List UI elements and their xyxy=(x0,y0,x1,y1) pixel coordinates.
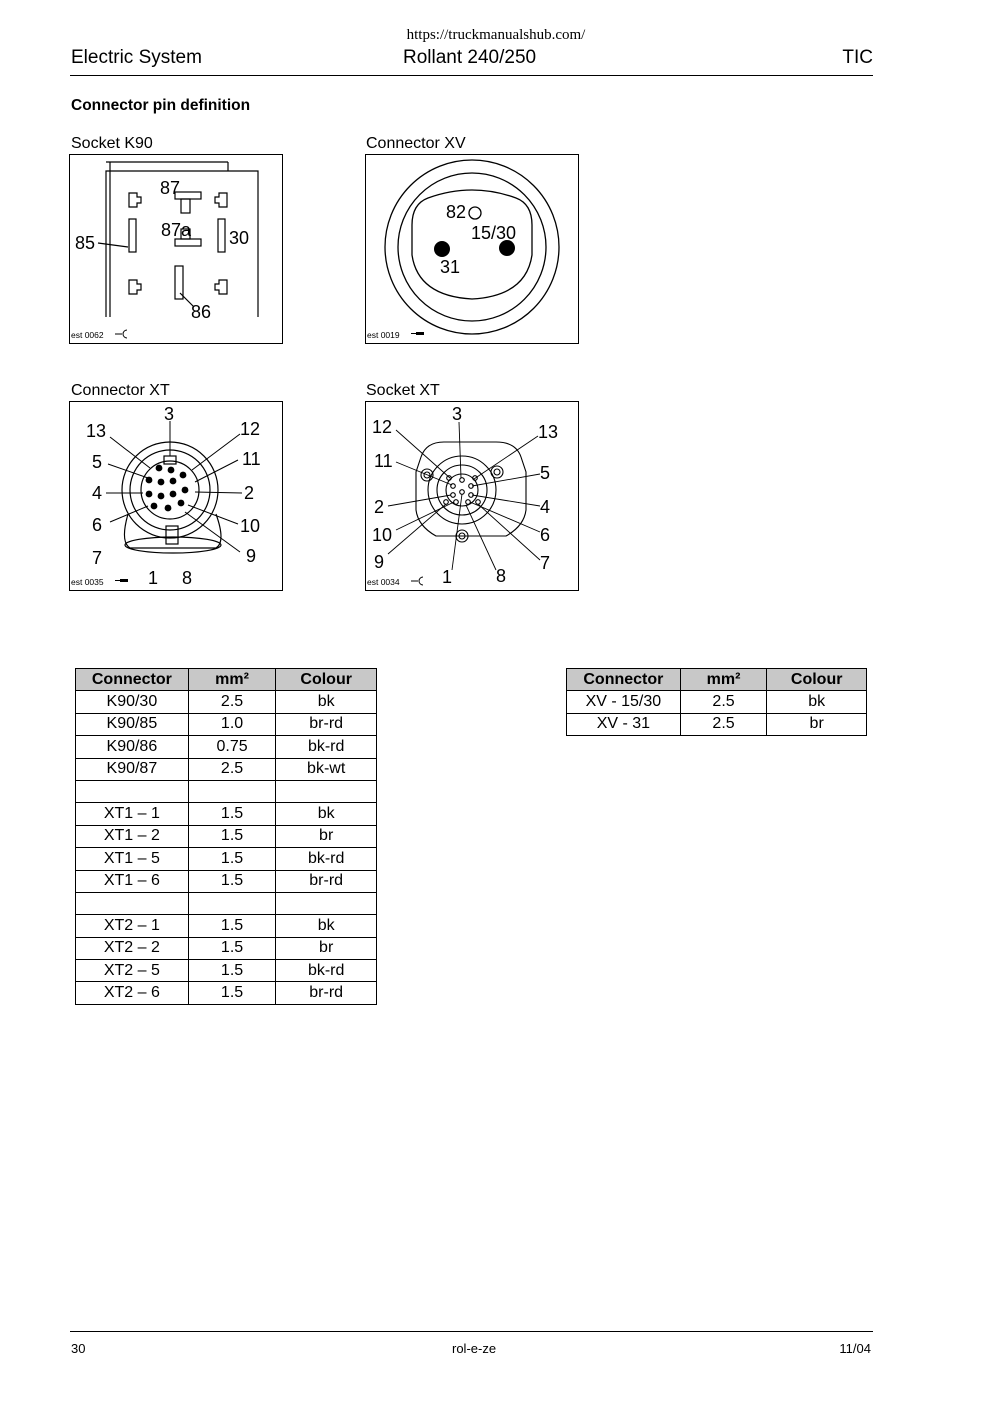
cell-colour xyxy=(276,892,377,914)
cell-mm2: 1.5 xyxy=(188,982,276,1004)
cell-colour: bk-rd xyxy=(276,848,377,870)
cell-mm2: 1.5 xyxy=(188,960,276,982)
cell-colour: bk-rd xyxy=(276,736,377,758)
cell-colour: bk-wt xyxy=(276,758,377,780)
cell-mm2: 2.5 xyxy=(188,758,276,780)
cell-connector: XT2 – 2 xyxy=(76,937,189,959)
connector-xv-diagram xyxy=(365,154,579,344)
filled-bar-mark-icon xyxy=(120,579,128,582)
table-row xyxy=(76,691,377,713)
header-section-code: TIC xyxy=(842,47,873,68)
table-row xyxy=(76,870,377,892)
footer-page-number: 30 xyxy=(71,1341,86,1356)
table-row xyxy=(567,713,867,735)
xt-socket-label-11: 11 xyxy=(374,451,393,471)
table-row xyxy=(76,736,377,758)
xt-socket-label-10: 10 xyxy=(372,525,393,545)
cell-mm2: 1.5 xyxy=(188,803,276,825)
k90-label-87a: 87a xyxy=(161,220,192,240)
cell-mm2: 1.5 xyxy=(188,848,276,870)
xt-connector-figure-code: est 0035 xyxy=(71,577,104,587)
xv-label-15-30: 15/30 xyxy=(471,223,517,243)
table-header-row xyxy=(76,669,377,691)
socket-xt-diagram xyxy=(365,401,579,591)
cell-connector: XT2 – 5 xyxy=(76,960,189,982)
table-row xyxy=(76,960,377,982)
table-row-blank xyxy=(76,892,377,914)
connector-xt-diagram xyxy=(69,401,283,591)
cell-connector: XT1 – 1 xyxy=(76,803,189,825)
xt-connector-label-8: 8 xyxy=(182,568,193,588)
cell-colour: br-rd xyxy=(276,713,377,735)
caption-socket-xt: Socket XT xyxy=(366,382,440,399)
footer-rule xyxy=(70,1331,873,1332)
col-header-mm2: mm² xyxy=(188,669,276,691)
xt-connector-label-4: 4 xyxy=(92,483,103,503)
footer-date: 11/04 xyxy=(839,1341,871,1356)
cell-mm2: 2.5 xyxy=(188,691,276,713)
half-circle-mark-icon xyxy=(115,330,127,338)
pin-table-k90-xt xyxy=(75,668,377,1005)
xt-connector-label-5: 5 xyxy=(92,452,103,472)
table-row xyxy=(76,937,377,959)
col-header-mm2: mm² xyxy=(680,669,767,691)
col-header-colour: Colour xyxy=(276,669,377,691)
cell-mm2: 2.5 xyxy=(680,691,767,713)
source-url[interactable]: https://truckmanualshub.com/ xyxy=(406,27,586,43)
cell-mm2: 1.5 xyxy=(188,825,276,847)
xt-socket-label-8: 8 xyxy=(496,566,507,586)
k90-label-86: 86 xyxy=(191,302,212,322)
xt-connector-label-3: 3 xyxy=(164,404,175,424)
xt-socket-label-6: 6 xyxy=(540,525,551,545)
cell-connector xyxy=(76,892,189,914)
cell-mm2: 0.75 xyxy=(188,736,276,758)
table-row xyxy=(76,982,377,1004)
cell-colour: br-rd xyxy=(276,870,377,892)
cell-connector: XT2 – 6 xyxy=(76,982,189,1004)
xt-connector-label-9: 9 xyxy=(246,546,257,566)
xt-connector-label-2: 2 xyxy=(244,483,255,503)
cell-colour: bk-rd xyxy=(276,960,377,982)
col-header-connector: Connector xyxy=(76,669,189,691)
xt-connector-label-7: 7 xyxy=(92,548,103,568)
cell-connector: XT1 – 6 xyxy=(76,870,189,892)
xt-socket-label-2: 2 xyxy=(374,497,385,517)
cell-colour xyxy=(276,780,377,802)
xt-socket-label-7: 7 xyxy=(540,553,551,573)
filled-bar-mark-icon xyxy=(416,332,424,335)
xt-socket-label-12: 12 xyxy=(372,417,393,437)
cell-connector: K90/86 xyxy=(76,736,189,758)
cell-mm2: 1.5 xyxy=(188,870,276,892)
cell-mm2 xyxy=(188,892,276,914)
col-header-colour: Colour xyxy=(767,669,867,691)
cell-colour: br xyxy=(767,713,867,735)
xv-label-31: 31 xyxy=(440,257,461,277)
cell-mm2: 1.5 xyxy=(188,937,276,959)
socket-k90-diagram xyxy=(69,154,283,344)
k90-figure-code: est 0062 xyxy=(71,330,104,340)
cell-connector: XT1 – 2 xyxy=(76,825,189,847)
half-circle-mark-icon xyxy=(411,577,423,585)
xt-connector-label-12: 12 xyxy=(240,419,261,439)
cell-colour: bk xyxy=(276,691,377,713)
table-header-row xyxy=(567,669,867,691)
col-header-connector: Connector xyxy=(567,669,681,691)
table-row xyxy=(76,803,377,825)
xt-socket-label-1: 1 xyxy=(442,567,453,587)
k90-label-87: 87 xyxy=(160,178,181,198)
cell-connector: K90/30 xyxy=(76,691,189,713)
caption-connector-xt: Connector XT xyxy=(71,382,170,399)
cell-connector: XT1 – 5 xyxy=(76,848,189,870)
xt-connector-label-1: 1 xyxy=(148,568,159,588)
table-row xyxy=(76,915,377,937)
k90-label-85: 85 xyxy=(75,233,96,253)
cell-colour: bk xyxy=(767,691,867,713)
xt-socket-label-3: 3 xyxy=(452,404,463,424)
xv-label-82: 82 xyxy=(446,202,467,222)
section-title: Connector pin definition xyxy=(71,97,251,114)
table-row-blank xyxy=(76,780,377,802)
table-row xyxy=(76,713,377,735)
xt-socket-label-9: 9 xyxy=(374,552,385,572)
xt-connector-label-11: 11 xyxy=(242,449,261,469)
table-row xyxy=(76,758,377,780)
header-rule xyxy=(70,75,873,76)
xv-figure-code: est 0019 xyxy=(367,330,400,340)
xt-socket-figure-code: est 0034 xyxy=(367,577,400,587)
cell-connector: XT2 – 1 xyxy=(76,915,189,937)
xt-connector-label-10: 10 xyxy=(240,516,261,536)
cell-mm2: 2.5 xyxy=(680,713,767,735)
cell-colour: br-rd xyxy=(276,982,377,1004)
cell-connector: K90/87 xyxy=(76,758,189,780)
cell-mm2: 1.5 xyxy=(188,915,276,937)
cell-colour: bk xyxy=(276,915,377,937)
xt-connector-label-6: 6 xyxy=(92,515,103,535)
cell-mm2 xyxy=(188,780,276,802)
cell-connector: K90/85 xyxy=(76,713,189,735)
k90-label-30: 30 xyxy=(229,228,250,248)
footer-document-code: rol-e-ze xyxy=(452,1341,497,1356)
cell-colour: bk xyxy=(276,803,377,825)
cell-colour: br xyxy=(276,825,377,847)
xt-socket-label-5: 5 xyxy=(540,463,551,483)
pin-table-xv xyxy=(566,668,867,736)
cell-connector: XV - 31 xyxy=(567,713,681,735)
caption-socket-k90: Socket K90 xyxy=(71,135,153,152)
header-model: Rollant 240/250 xyxy=(403,47,537,68)
cell-connector: XV - 15/30 xyxy=(567,691,681,713)
cell-mm2: 1.0 xyxy=(188,713,276,735)
xt-connector-label-13: 13 xyxy=(86,421,107,441)
table-row xyxy=(567,691,867,713)
table-row xyxy=(76,848,377,870)
cell-connector xyxy=(76,780,189,802)
xt-socket-label-4: 4 xyxy=(540,497,551,517)
header-chapter: Electric System xyxy=(71,47,202,68)
xt-socket-label-13: 13 xyxy=(538,422,559,442)
table-row xyxy=(76,825,377,847)
caption-connector-xv: Connector XV xyxy=(366,135,466,152)
cell-colour: br xyxy=(276,937,377,959)
